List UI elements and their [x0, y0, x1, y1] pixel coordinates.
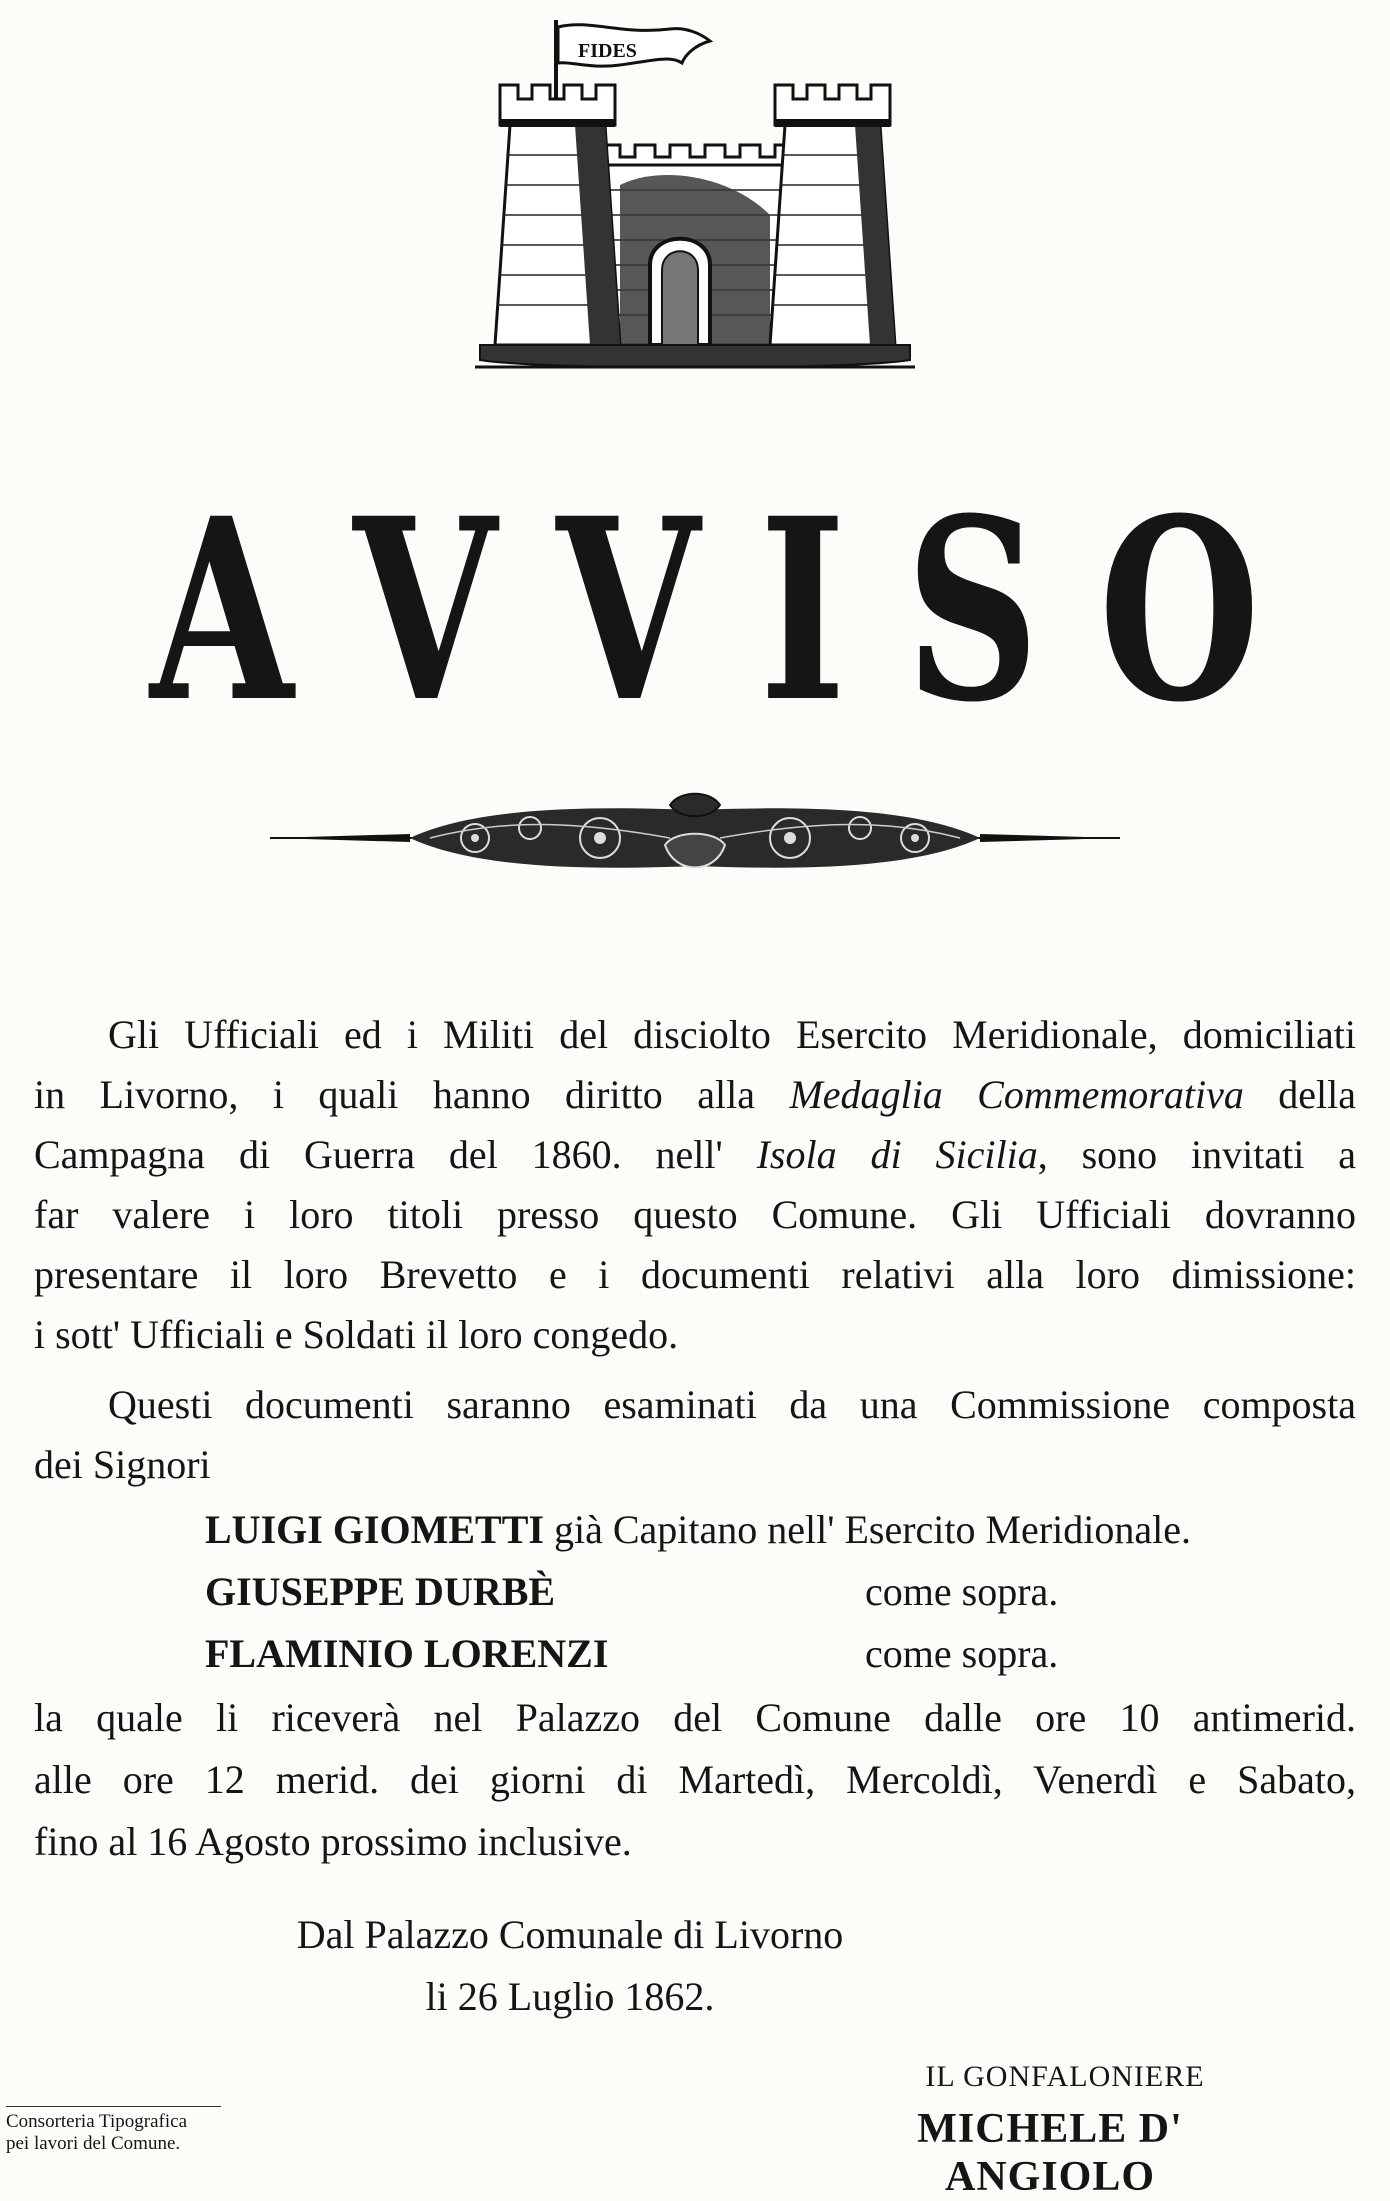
- title-letter: V: [353, 463, 497, 757]
- title-letter: V: [556, 463, 700, 757]
- title-letter: I: [759, 463, 847, 757]
- paragraph-2-line-2: dei Signori: [34, 1442, 211, 1487]
- paragraph-1-line-6: i sott' Ufficiali e Soldati il loro congedo.: [34, 1312, 679, 1357]
- signatory-title: IL GONFALONIERE: [925, 2060, 1205, 2093]
- paragraph-1-line-1: Gli Ufficiali ed i Militi del disciolto Esercito Meridionale, domiciliati: [108, 1012, 1356, 1057]
- medal-name: Medaglia Commemorativa: [789, 1072, 1244, 1117]
- title-letter: S: [905, 463, 1040, 757]
- dateline-place: Dal Palazzo Comunale di Livorno: [296, 1912, 844, 1957]
- commission-member: [205, 1500, 1191, 1560]
- signatory-name: MICHELE D' ANGIOLO: [917, 2106, 1183, 2200]
- title-letter: O: [1098, 463, 1260, 757]
- paragraph-3-line-1: la quale li riceverà nel Palazzo del Comune dalle ore 10 antimerid.: [34, 1695, 1356, 1740]
- paragraph-1-line-2: in Livorno, i quali hanno diritto alla Medaglia Commemorativa della: [34, 1072, 1357, 1117]
- ornament-divider-icon: [270, 790, 1120, 885]
- commission-member: [205, 1624, 608, 1684]
- member-name: FLAMINIO LORENZI: [205, 1631, 609, 1676]
- commission-member: [205, 1562, 555, 1622]
- member-role: come sopra.: [865, 1631, 1059, 1676]
- printer-imprint: [6, 2106, 221, 2155]
- flag-text: FIDES: [578, 40, 637, 62]
- dateline-date: li 26 Luglio 1862.: [425, 1974, 715, 2019]
- paragraph-1-line-4: far valere i loro titoli presso questo Comune. Gli Ufficiali dovranno: [34, 1192, 1356, 1237]
- paragraph-1-line-3: Campagna di Guerra del 1860. nell' Isola di Sicilia, sono invitati a: [34, 1132, 1357, 1177]
- printer-line-2: pei lavori del Comune.: [6, 2133, 181, 2154]
- title-letter: A: [150, 463, 294, 757]
- printer-line-1: Consorteria Tipografica: [6, 2111, 188, 2132]
- paragraph-1-line-5: presentare il loro Brevetto e i documenti relativi alla loro dimissione:: [34, 1252, 1356, 1297]
- member-role: già Capitano nell' Esercito Meridionale.: [553, 1507, 1191, 1552]
- island-name: Isola di Sicilia: [756, 1132, 1038, 1177]
- paragraph-2-line-1: Questi documenti saranno esaminati da una Commissione composta: [108, 1382, 1356, 1427]
- paragraph-3-line-3: fino al 16 Agosto prossimo inclusive.: [34, 1819, 632, 1864]
- page-title: [150, 463, 1260, 757]
- castle-crest-icon: [470, 15, 920, 375]
- member-name: LUIGI GIOMETTI: [205, 1507, 544, 1552]
- member-role: come sopra.: [865, 1569, 1059, 1614]
- member-name: GIUSEPPE DURBÈ: [205, 1569, 556, 1614]
- paragraph-3-line-2: alle ore 12 merid. dei giorni di Martedì, Mercoldì, Venerdì e Sabato,: [34, 1757, 1356, 1802]
- print-speck: [1115, 1965, 1121, 1975]
